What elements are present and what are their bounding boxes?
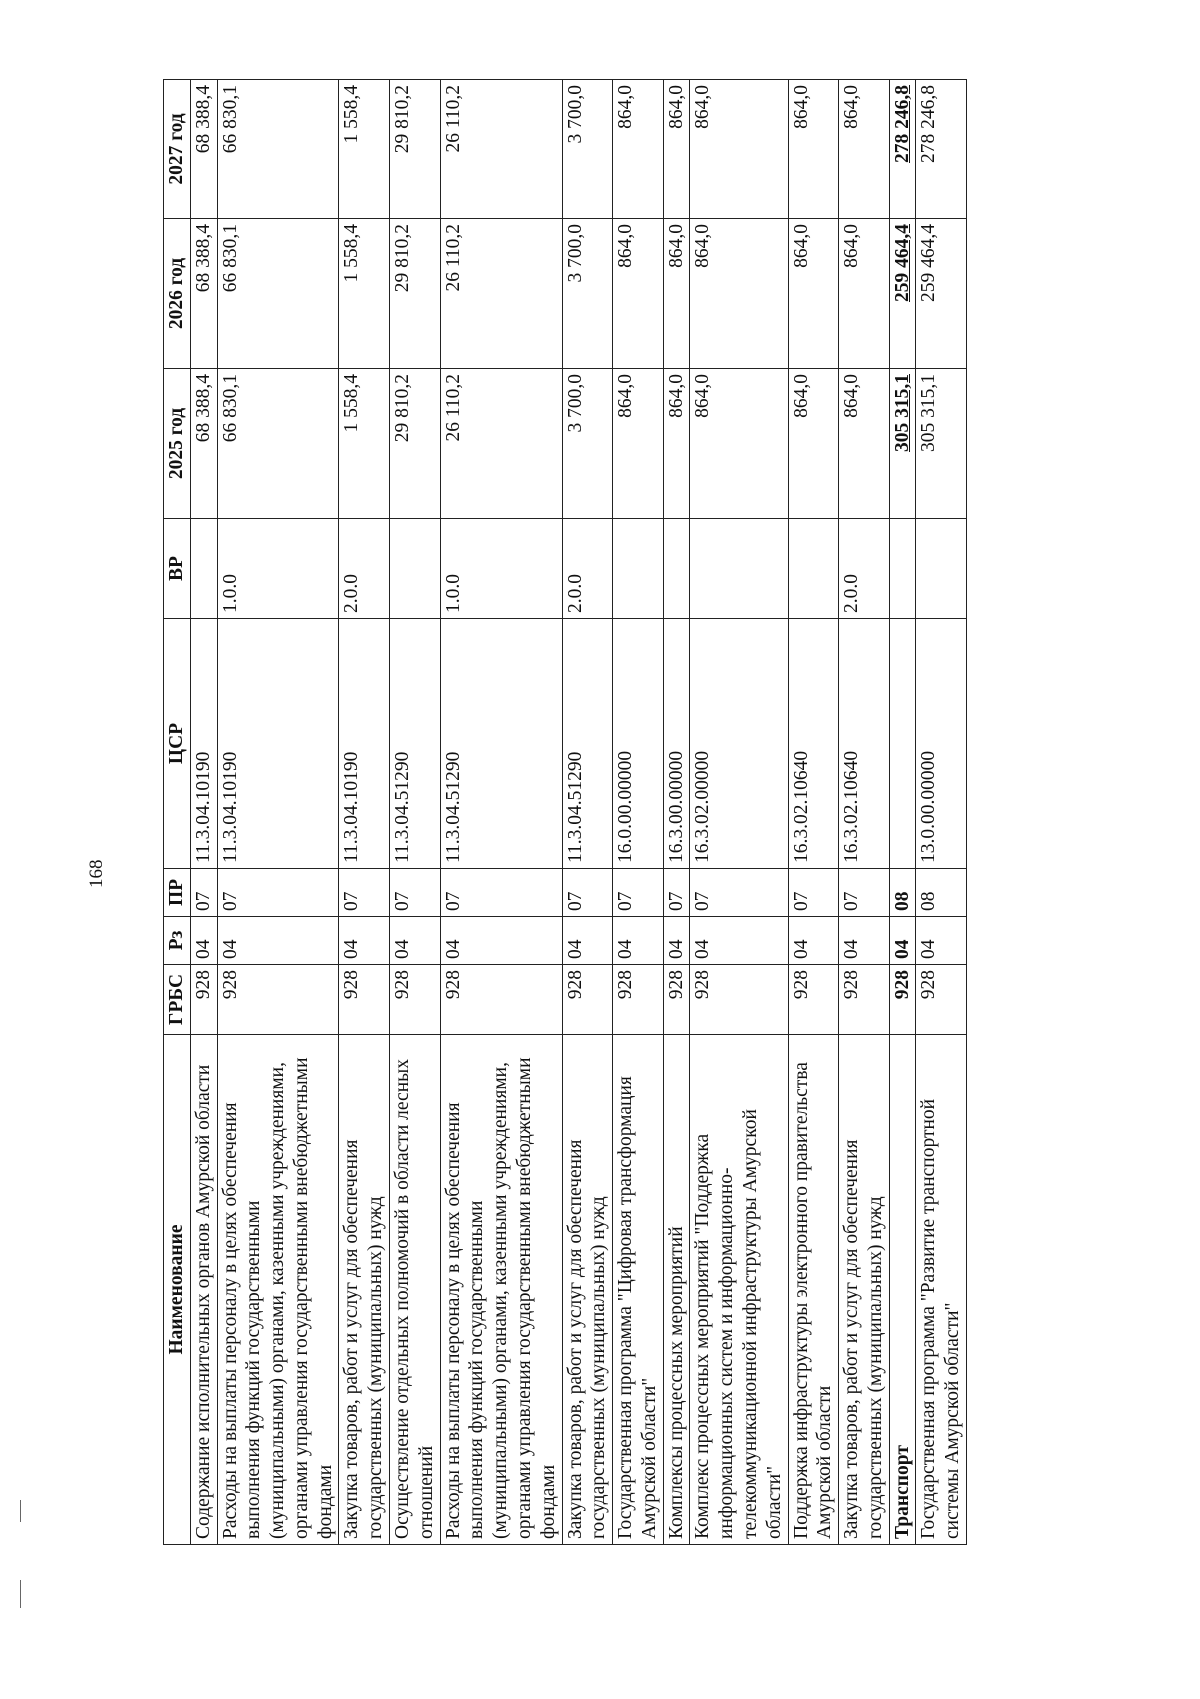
cell-pr: 08 (889, 869, 916, 917)
table-row (217, 80, 339, 1545)
table-row (190, 80, 217, 1545)
cell-grbs: 928 (190, 965, 217, 1035)
cell-2026: 68 388,4 (190, 219, 217, 369)
cell-csr: 11.3.04.51290 (562, 619, 613, 869)
table-row (663, 80, 690, 1545)
header-name: Наименование (164, 1035, 191, 1545)
cell-grbs: 928 (839, 965, 890, 1035)
cell-name: Транспорт (889, 1035, 916, 1545)
cell-2025-value: 305 315,1 (891, 374, 913, 452)
cell-2027: 1 558,4 (339, 80, 390, 219)
cell-2026: 864,0 (788, 219, 839, 369)
cell-2026: 1 558,4 (339, 219, 390, 369)
header-2026: 2026 год (164, 219, 191, 369)
page-number: 168 (86, 859, 107, 888)
cell-rz: 04 (217, 917, 339, 965)
cell-vr (613, 519, 664, 619)
cell-2027: 864,0 (613, 80, 664, 219)
cell-vr (663, 519, 690, 619)
cell-2025: 864,0 (788, 369, 839, 519)
cell-csr: 16.3.02.10640 (788, 619, 839, 869)
cell-2025: 864,0 (663, 369, 690, 519)
cell-vr (190, 519, 217, 619)
cell-name: Государственная программа "Цифровая трансформация Амурской области" (613, 1035, 664, 1545)
cell-rz: 04 (562, 917, 613, 965)
cell-pr: 07 (562, 869, 613, 917)
cell-vr: 1.0.0 (217, 519, 339, 619)
cell-grbs: 928 (562, 965, 613, 1035)
cell-2026: 66 830,1 (217, 219, 339, 369)
cell-vr: 1.0.0 (440, 519, 562, 619)
cell-2027: 864,0 (788, 80, 839, 219)
cell-pr: 07 (217, 869, 339, 917)
header-2025: 2025 год (164, 369, 191, 519)
cell-grbs: 928 (690, 965, 788, 1035)
cell-2025: 305 315,1 (916, 369, 967, 519)
cell-grbs: 928 (663, 965, 690, 1035)
rotated-page-content (163, 80, 1043, 1545)
cell-vr: 2.0.0 (562, 519, 613, 619)
cell-2025: 864,0 (839, 369, 890, 519)
cell-2027 (889, 80, 916, 219)
cell-2026: 864,0 (663, 219, 690, 369)
cell-csr: 16.3.02.00000 (690, 619, 788, 869)
cell-name: Осуществление отдельных полномочий в области лесных отношений (390, 1035, 441, 1545)
cell-csr: 11.3.04.10190 (339, 619, 390, 869)
table-row (889, 80, 916, 1545)
cell-2026: 864,0 (839, 219, 890, 369)
cell-vr (916, 519, 967, 619)
table-row (390, 80, 441, 1545)
cell-2026: 26 110,2 (440, 219, 562, 369)
cell-pr: 07 (663, 869, 690, 917)
cell-2026-value: 259 464,4 (891, 224, 913, 302)
cell-pr: 07 (339, 869, 390, 917)
cell-grbs: 928 (339, 965, 390, 1035)
cell-rz: 04 (889, 917, 916, 965)
cell-name: Расходы на выплаты персоналу в целях обеспечения выполнения функций государственными (муниципальными) органами, казенными учреждениями, органами управления государственными внебюджетными фондами (217, 1035, 339, 1545)
cell-csr: 11.3.04.10190 (190, 619, 217, 869)
cell-2026: 259 464,4 (916, 219, 967, 369)
table-row (690, 80, 788, 1545)
cell-name: Содержание исполнительных органов Амурской области (190, 1035, 217, 1545)
cell-name: Расходы на выплаты персоналу в целях обеспечения выполнения функций государственными (муниципальными) органами, казенными учреждениями, органами управления государственными внебюджетными фондами (440, 1035, 562, 1545)
cell-rz: 04 (440, 917, 562, 965)
cell-rz: 04 (663, 917, 690, 965)
header-vr: ВР (164, 519, 191, 619)
cell-2027: 29 810,2 (390, 80, 441, 219)
cell-grbs: 928 (217, 965, 339, 1035)
cell-pr: 07 (839, 869, 890, 917)
cell-vr (390, 519, 441, 619)
cell-vr (889, 519, 916, 619)
cell-2025: 864,0 (690, 369, 788, 519)
table-row (916, 80, 967, 1545)
table-row (839, 80, 890, 1545)
cell-2025: 29 810,2 (390, 369, 441, 519)
cell-name: Комплекс процессных мероприятий "Поддержка информационных систем и информационно-телекоммуникационной инфраструктуры Амурской области" (690, 1035, 788, 1545)
cell-csr: 16.3.02.10640 (839, 619, 890, 869)
cell-rz: 04 (613, 917, 664, 965)
cell-pr: 08 (916, 869, 967, 917)
cell-name: Закупка товаров, работ и услуг для обеспечения государственных (муниципальных) нужд (339, 1035, 390, 1545)
cell-rz: 04 (190, 917, 217, 965)
header-rz: Рз (164, 917, 191, 965)
cell-pr: 07 (440, 869, 562, 917)
cell-2027: 278 246,8 (916, 80, 967, 219)
cell-vr (690, 519, 788, 619)
cell-grbs: 928 (916, 965, 967, 1035)
scan-mark-2 (20, 1580, 21, 1608)
cell-rz: 04 (788, 917, 839, 965)
cell-2027: 66 830,1 (217, 80, 339, 219)
cell-2025: 864,0 (613, 369, 664, 519)
table-row (562, 80, 613, 1545)
cell-csr (889, 619, 916, 869)
cell-grbs: 928 (788, 965, 839, 1035)
cell-csr: 16.3.00.00000 (663, 619, 690, 869)
cell-name: Закупка товаров, работ и услуг для обеспечения государственных (муниципальных) нужд (839, 1035, 890, 1545)
cell-csr: 11.3.04.51290 (440, 619, 562, 869)
cell-2026: 3 700,0 (562, 219, 613, 369)
cell-2025: 3 700,0 (562, 369, 613, 519)
cell-2027: 864,0 (663, 80, 690, 219)
cell-csr: 16.0.00.00000 (613, 619, 664, 869)
cell-pr: 07 (190, 869, 217, 917)
cell-pr: 07 (390, 869, 441, 917)
cell-name: Поддержка инфраструктуры электронного правительства Амурской области (788, 1035, 839, 1545)
header-csr: ЦСР (164, 619, 191, 869)
cell-2026: 864,0 (613, 219, 664, 369)
cell-name: Комплексы процессных мероприятий (663, 1035, 690, 1545)
cell-2025 (889, 369, 916, 519)
cell-2027-value: 278 246,8 (891, 85, 913, 163)
cell-2027: 26 110,2 (440, 80, 562, 219)
cell-2025: 66 830,1 (217, 369, 339, 519)
cell-grbs: 928 (613, 965, 664, 1035)
cell-vr: 2.0.0 (339, 519, 390, 619)
header-2027: 2027 год (164, 80, 191, 219)
table-row (788, 80, 839, 1545)
cell-grbs: 928 (390, 965, 441, 1035)
cell-csr: 11.3.04.51290 (390, 619, 441, 869)
table-row (339, 80, 390, 1545)
cell-vr (788, 519, 839, 619)
cell-2026 (889, 219, 916, 369)
cell-grbs: 928 (440, 965, 562, 1035)
cell-2025: 68 388,4 (190, 369, 217, 519)
cell-name: Государственная программа "Развитие транспортной системы Амурской области" (916, 1035, 967, 1545)
cell-name: Закупка товаров, работ и услуг для обеспечения государственных (муниципальных) нужд (562, 1035, 613, 1545)
cell-rz: 04 (916, 917, 967, 965)
cell-csr: 13.0.00.00000 (916, 619, 967, 869)
table-body (190, 80, 966, 1545)
table-row (613, 80, 664, 1545)
cell-vr: 2.0.0 (839, 519, 890, 619)
cell-rz: 04 (839, 917, 890, 965)
cell-2027: 3 700,0 (562, 80, 613, 219)
table-row (440, 80, 562, 1545)
header-pr: ПР (164, 869, 191, 917)
cell-rz: 04 (690, 917, 788, 965)
cell-pr: 07 (690, 869, 788, 917)
cell-pr: 07 (613, 869, 664, 917)
cell-csr: 11.3.04.10190 (217, 619, 339, 869)
budget-table (163, 79, 967, 1545)
scan-mark-1 (20, 1500, 21, 1522)
cell-rz: 04 (339, 917, 390, 965)
cell-grbs: 928 (889, 965, 916, 1035)
cell-2026: 864,0 (690, 219, 788, 369)
cell-2025: 1 558,4 (339, 369, 390, 519)
cell-2027: 864,0 (839, 80, 890, 219)
header-row (164, 80, 191, 1545)
cell-2027: 864,0 (690, 80, 788, 219)
cell-2026: 29 810,2 (390, 219, 441, 369)
cell-pr: 07 (788, 869, 839, 917)
header-grbs: ГРБС (164, 965, 191, 1035)
cell-2027: 68 388,4 (190, 80, 217, 219)
cell-rz: 04 (390, 917, 441, 965)
cell-2025: 26 110,2 (440, 369, 562, 519)
